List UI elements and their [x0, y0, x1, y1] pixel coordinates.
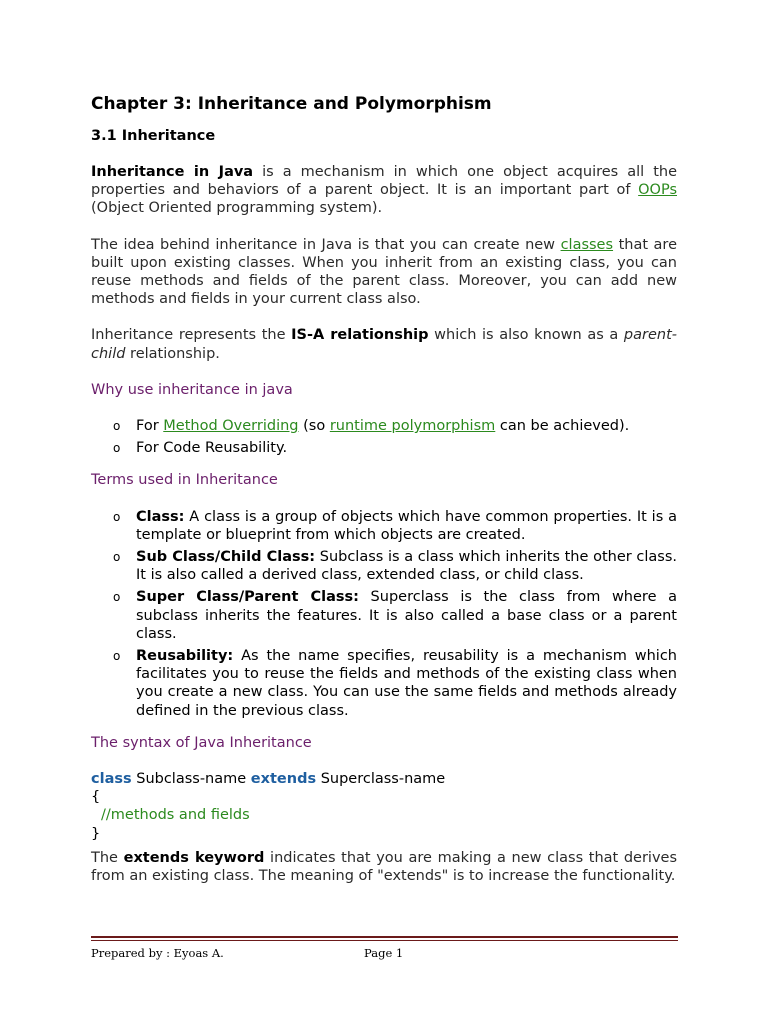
footer-author: Prepared by : Eyoas A. — [91, 946, 224, 960]
classes-link[interactable]: classes — [560, 236, 614, 253]
method-overriding-link[interactable]: Method Overriding — [163, 418, 299, 435]
term-description: Superclass is the class from where a subclass inherits the features. It is also called a base class or a parent class. — [136, 589, 677, 642]
idea-text-end: that are built upon existing classes. When you inherit from an existing class, you can reuse methods and fields of the parent class. Moreover, you can add new methods and fields in your current class also. — [91, 236, 677, 308]
term-description: As the name specifies, reusability is a mechanism which facilitates you to reuse the fields and methods of the existing class when you create a new class. You can use the same fields and methods already defined in the previous class. — [136, 648, 677, 719]
page-content — [91, 92, 677, 885]
intro-paragraph — [91, 163, 677, 218]
inheritance-term: Inheritance in Java — [91, 164, 254, 180]
close-brace: } — [91, 825, 101, 842]
extends-term: extends keyword — [123, 849, 265, 866]
bullet-marker: o — [113, 550, 121, 565]
term-label: Class: — [136, 508, 185, 525]
list-item-text: For Code Reusability. — [136, 440, 288, 457]
extends-paragraph — [91, 849, 677, 885]
term-description: Subclass is a class which inherits the other class. It is also called a derived class, extended class, or child class. — [136, 549, 677, 584]
bullet-marker: o — [113, 590, 121, 605]
term-description: A class is a group of objects which have common properties. It is a template or blueprint from which objects are created. — [136, 508, 677, 543]
chapter-title: Chapter 3: Inheritance and Polymorphism — [91, 94, 492, 114]
bullet-marker: o — [113, 441, 121, 456]
parent-child-term: parent-child — [91, 327, 677, 362]
bullet-marker: o — [113, 509, 121, 524]
extends-text: The — [91, 849, 124, 866]
open-brace: { — [91, 789, 101, 806]
term-label: Super Class/Parent Class: — [136, 589, 359, 606]
list-item — [91, 588, 677, 643]
term-label: Reusability: — [136, 648, 234, 665]
isa-paragraph — [91, 326, 677, 362]
list-item-text: For — [136, 418, 164, 435]
oops-link[interactable]: OOPs — [638, 182, 677, 199]
section-heading: 3.1 Inheritance — [91, 128, 216, 144]
class-keyword: class — [91, 771, 132, 788]
bullet-marker: o — [113, 419, 121, 434]
runtime-polymorphism-link[interactable]: runtime polymorphism — [329, 418, 496, 435]
list-item-text: (so — [298, 418, 330, 435]
list-item — [91, 548, 677, 584]
syntax-code-block — [91, 770, 677, 843]
footer-rule-thick — [91, 936, 678, 938]
intro-text: is a mechanism in which one object acquires all the properties and behaviors of a parent object. It is an important part of — [91, 164, 677, 199]
isa-text-mid: which is also known as a — [428, 327, 624, 344]
subclass-name: Subclass-name — [131, 771, 251, 788]
why-list — [91, 417, 677, 457]
isa-term: IS-A relationship — [291, 327, 429, 344]
code-line — [91, 770, 677, 788]
bullet-marker: o — [113, 649, 121, 664]
isa-text-end: relationship. — [125, 345, 220, 362]
list-item-text: can be achieved). — [495, 418, 630, 435]
list-item — [91, 439, 677, 457]
idea-paragraph — [91, 236, 677, 309]
term-label: Sub Class/Child Class: — [136, 549, 316, 566]
superclass-name: Superclass-name — [316, 771, 446, 788]
idea-text: The idea behind inheritance in Java is that you can create new — [91, 236, 561, 253]
list-item — [91, 647, 677, 720]
extends-text-end: indicates that you are making a new class that derives from an existing class. The meaning of "extends" is to increase the functionality. — [91, 849, 678, 885]
code-comment: //methods and fields — [101, 807, 250, 824]
syntax-heading: The syntax of Java Inheritance — [91, 734, 312, 751]
isa-text: Inheritance represents the — [91, 327, 292, 344]
extends-keyword: extends — [250, 771, 317, 788]
footer-page-number: Page 1 — [364, 946, 404, 960]
terms-list — [91, 508, 677, 720]
footer-rule-thin — [91, 940, 678, 941]
intro-text-end: (Object Oriented programming system). — [91, 200, 383, 217]
terms-heading: Terms used in Inheritance — [91, 472, 278, 489]
list-item — [91, 508, 677, 544]
list-item — [91, 417, 677, 435]
why-heading: Why use inheritance in java — [91, 381, 293, 398]
